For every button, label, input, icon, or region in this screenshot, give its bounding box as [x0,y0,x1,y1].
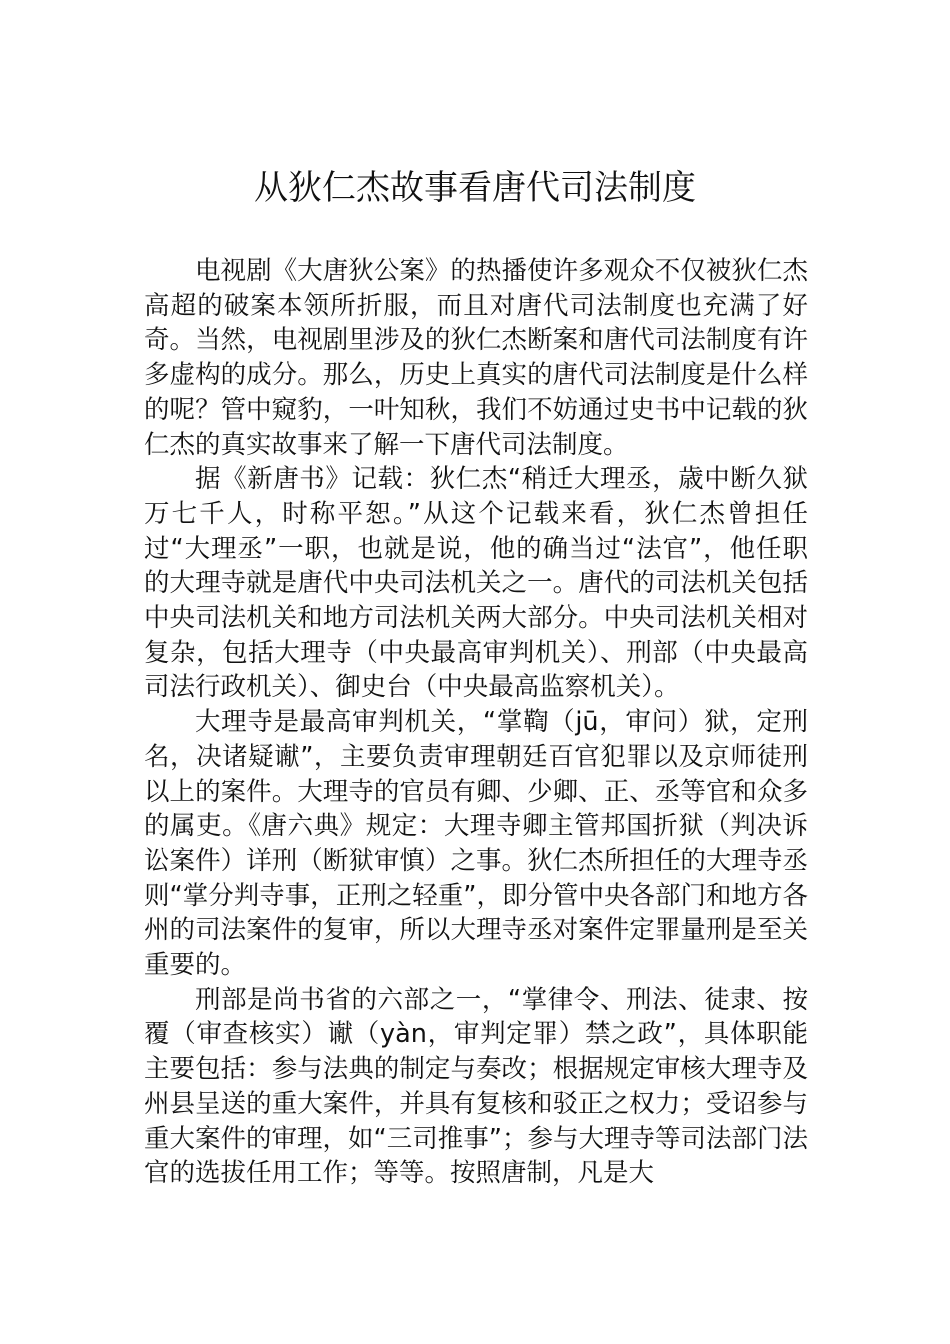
paragraph: 刑部是尚书省的六部之一，“掌律令、刑法、徒隶、按覆（审查核实）谳（yàn，审判定罪）禁之政”，具体职能主要包括：参与法典的制定与奏改；根据规定审核大理寺及州县呈送的重大案件，并具有复核和驳正之权力；受诏参与重大案件的审理，如“三司推事”；参与大理寺等司法部门法官的选拔任用工作；等等。按照唐制，凡是大 [144,984,808,1189]
document-title: 从狄仁杰故事看唐代司法制度 [254,168,696,208]
paragraph: 据《新唐书》记载：狄仁杰“稍迁大理丞，歳中断久狱万七千人，时称平恕。”从这个记载来看，狄仁杰曾担任过“大理丞”一职，也就是说，他的确当过“法官”，他任职的大理寺就是唐代中央司法机关之一。唐代的司法机关包括中央司法机关和地方司法机关两大部分。中央司法机关相对复杂，包括大理寺（中央最高审判机关）、刑部（中央最高司法行政机关）、御史台（中央最高监察机关）。 [144,464,808,703]
paragraph: 大理寺是最高审判机关，“掌鞫（jū，审问）狱，定刑名，决诸疑谳”，主要负责审理朝廷百官犯罪以及京师徒刑以上的案件。大理寺的官员有卿、少卿、正、丞等官和众多的属吏。《唐六典》规定：大理寺卿主管邦国折狱（判决诉讼案件）详刑（断狱审慎）之事。狄仁杰所担任的大理寺丞则“掌分判寺事，正刑之轻重”，即分管中央各部门和地方各州的司法案件的复审，所以大理寺丞对案件定罪量刑是至关重要的。 [144,707,808,981]
document-body [144,254,808,1191]
paragraph: 电视剧《大唐狄公案》的热播使许多观众不仅被狄仁杰高超的破案本领所折服，而且对唐代司法制度也充满了好奇。当然，电视剧里涉及的狄仁杰断案和唐代司法制度有许多虚构的成分。那么，历史上真实的唐代司法制度是什么样的呢？管中窥豹，一叶知秋，我们不妨通过史书中记载的狄仁杰的真实故事来了解一下唐代司法制度。 [144,256,808,460]
